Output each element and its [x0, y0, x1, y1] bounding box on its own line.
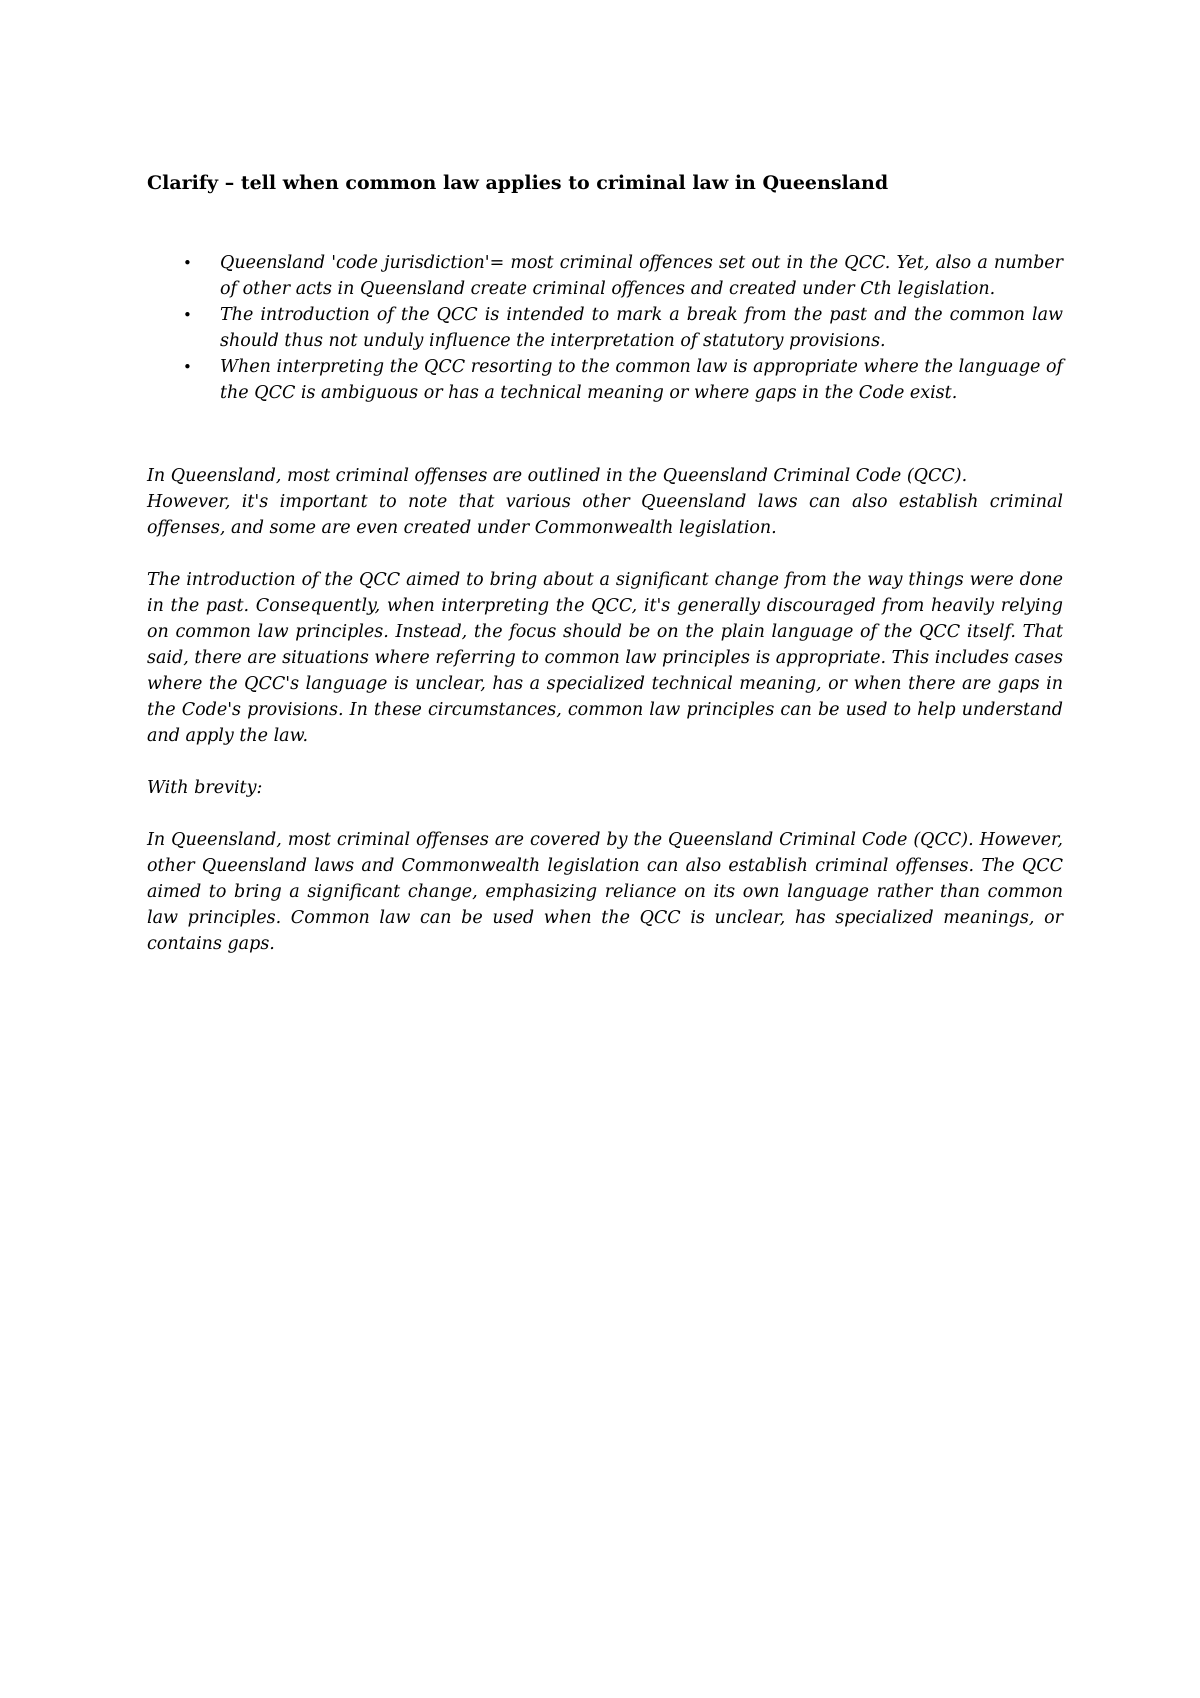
bullet-item	[147, 302, 1063, 354]
bullet-item	[147, 354, 1063, 406]
bullet-marker: •	[183, 254, 192, 272]
document-body	[147, 170, 1063, 957]
document-heading: Clarify – tell when common law applies to criminal law in Queensland	[147, 172, 889, 194]
paragraph-interpretation: The introduction of the QCC aimed to bring about a significant change from the way things were done in the past. Consequently, when interpreting the QCC, it's generally discouraged from heavily relying on common law principles. Instead, the focus should be on the plain language of the QCC itself. That said, there are situations where referring to common law principles is appropriate. This includes cases where the QCC's language is unclear, has a specialized technical meaning, or when there are gaps in the Code's provisions. In these circumstances, common law principles can be used to help understand and apply the law.	[147, 570, 1063, 746]
paragraph-overview	[147, 463, 1063, 541]
bullet-list	[147, 250, 1063, 406]
paragraph-overview-line-1: In Queensland, most criminal offenses are outlined in the Queensland Criminal Code (QCC).	[147, 466, 968, 486]
bullet-text: When interpreting the QCC resorting to the common law is appropriate where the language of the QCC is ambiguous or has a technical meaning or where gaps in the Code exist.	[220, 357, 1063, 403]
bullet-text: The introduction of the QCC is intended to mark a break from the past and the common law should thus not unduly influence the interpretation of statutory provisions.	[220, 305, 1063, 351]
brevity-label: With brevity:	[147, 778, 263, 798]
bullet-item	[147, 250, 1063, 302]
paragraph-brief-summary: In Queensland, most criminal offenses are covered by the Queensland Criminal Code (QCC). However, other Queensland laws and Commonwealth legislation can also establish criminal offenses. The QCC aimed to bring a significant change, emphasizing reliance on its own language rather than common law principles. Common law can be used when the QCC is unclear, has specialized meanings, or contains gaps.	[147, 830, 1063, 954]
bullet-marker: •	[183, 358, 192, 376]
bullet-text: Queensland 'code jurisdiction'= most criminal offences set out in the QCC. Yet, also a number of other acts in Queensland create criminal offences and created under Cth legislation.	[220, 253, 1063, 299]
bullet-marker: •	[183, 306, 192, 324]
paragraph-overview-rest: However, it's important to note that various other Queensland laws can also establish criminal offenses, and some are even created under Commonwealth legislation.	[147, 492, 1063, 538]
